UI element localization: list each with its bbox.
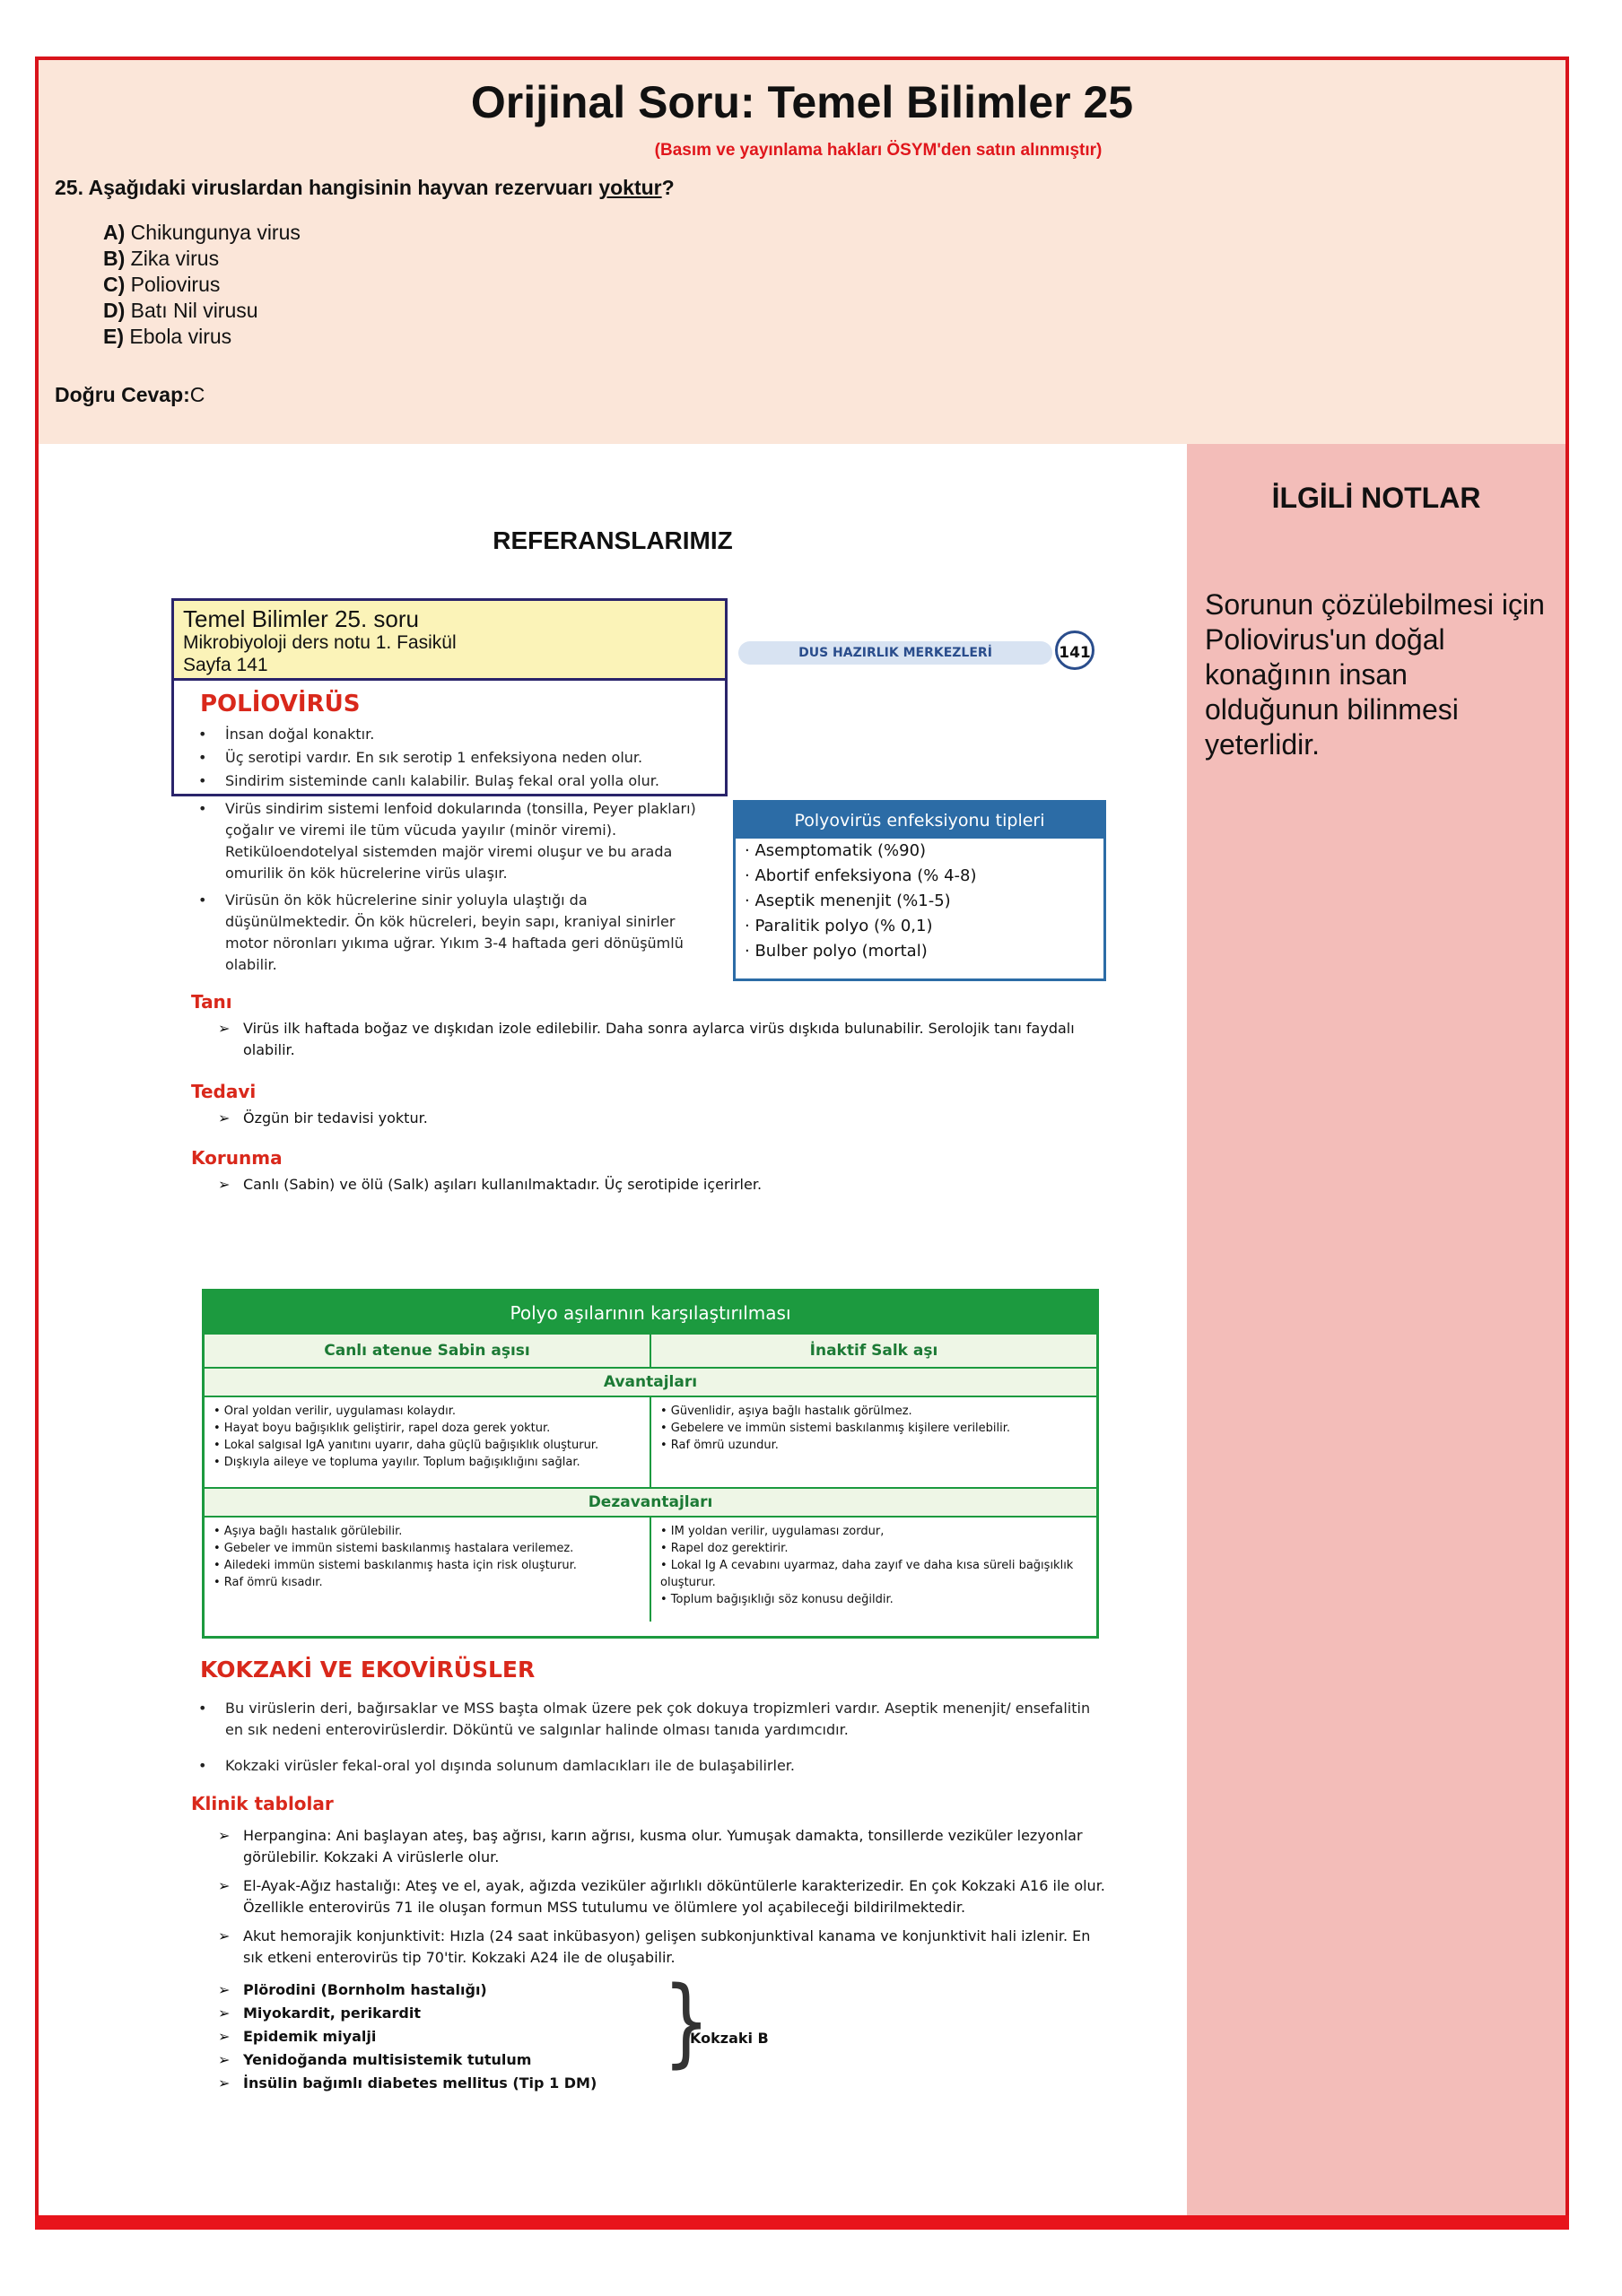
kokzaki-heading: KOKZAKİ VE EKOVİRÜSLER xyxy=(200,1657,536,1683)
tedavi-heading: Tedavi xyxy=(191,1081,257,1102)
source-box: Temel Bilimler 25. soru Mikrobiyoloji ders notu 1. Fasikül Sayfa 141 xyxy=(171,598,728,681)
correct-answer: Doğru Cevap:C xyxy=(55,383,205,406)
disadvantages-label: Dezavantajları xyxy=(205,1489,1096,1518)
polio-bullet: • İnsan doğal konaktır. xyxy=(198,726,375,743)
notes-text: Sorunun çözülebilmesi için Poliovirus'un doğal konağının insan olduğunun bilinmesi yeterlidir. xyxy=(1205,588,1545,761)
klinik-item: ➢ Akut hemorajik konjunktivit: Hızla (24 saat inkübasyon) gelişen subkonjunktival kanama ve konjunktivit hali izlenir. En sık etkeni enterovirüs tip 70'tir. Kokzaki A24 ile de oluşabilir. xyxy=(218,1927,1091,1966)
polio-type-item: · Asemptomatik (%90) xyxy=(745,841,927,860)
kokzaki-b-label: Kokzaki B xyxy=(690,2030,769,2047)
advantages-label: Avantajları xyxy=(205,1369,1096,1397)
polio-types-box xyxy=(733,800,1106,981)
polio-type-item: · Bulber polyo (mortal) xyxy=(745,942,928,961)
vaccine-table-title: Polyo aşılarının karşılaştırılması xyxy=(205,1292,1096,1335)
options-list xyxy=(103,220,301,350)
kokzaki-bullet: • Kokzaki virüsler fekal-oral yol dışında solunum damlacıkları ile de bulaşabilirler. xyxy=(198,1757,795,1774)
disadvantages-row xyxy=(205,1518,1096,1622)
poliovirus-heading: POLİOVİRÜS xyxy=(200,691,361,718)
salk-advantages: • Güvenlidir, aşıya bağlı hastalık görülmez. • Gebelere ve immün sistemi baskılanmış kişilere verilebilir. • Raf ömrü uzundur. xyxy=(660,1405,1011,1452)
tedavi-text: ➢ Özgün bir tedavisi yoktur. xyxy=(218,1109,428,1126)
vaccine-table-columns xyxy=(205,1335,1096,1369)
korunma-text: ➢ Canlı (Sabin) ve ölü (Salk) aşıları kullanılmaktadır. Üç serotipide içerirler. xyxy=(218,1176,763,1193)
kokzaki-b-item: ➢ İnsülin bağımlı diabetes mellitus (Tip 1 DM) xyxy=(218,2074,597,2092)
option-e: E) Ebola virus xyxy=(103,325,232,348)
advantages-row xyxy=(205,1397,1096,1489)
polio-bullet: • Virüsün ön kök hücrelerine sinir yoluyla ulaştığı da düşünülmektedir. Ön kök hücreleri, beyin sapı, kraniyal sinirler motor nöronları yıkıma uğrar. Yıkım 3-4 haftada geri dönüşümlü olabilir. xyxy=(198,891,684,973)
polio-type-item: · Paralitik polyo (% 0,1) xyxy=(745,917,933,935)
option-d: D) Batı Nil virusu xyxy=(103,299,258,322)
sabin-advantages: • Oral yoldan verilir, uygulaması kolaydır. • Hayat boyu bağışıklık geliştirir, rapel doza gerek yoktur. • Lokal salgısal IgA yanıtını uyarır, daha güçlü bağışıklık oluşturur. • Dışkıyla aileye ve topluma yayılır. Toplum bağışıklığını sağlar. xyxy=(205,1397,651,1487)
tani-heading: Tanı xyxy=(191,991,232,1013)
column-salk: İnaktif Salk aşı xyxy=(809,1342,938,1360)
tani-text: ➢ Virüs ilk haftada boğaz ve dışkıdan izole edilebilir. Daha sonra aylarca virüs dışkıda bulunabilir. Serolojik tanı faydalı olabilir. xyxy=(218,1020,1075,1058)
reference-page xyxy=(164,598,1105,2123)
salk-disadvantages: • IM yoldan verilir, uygulaması zordur, • Rapel doz gerektirir. • Lokal Ig A cevabını uyarmaz, daha zayıf ve daha kısa süreli bağışıklık oluşturur. • Toplum bağışıklığı söz konusu değildir. xyxy=(660,1525,1074,1606)
korunma-heading: Korunma xyxy=(191,1147,283,1169)
copyright-note: (Basım ve yayınlama hakları ÖSYM'den satın alınmıştır) xyxy=(654,141,1103,160)
klinik-heading: Klinik tablolar xyxy=(191,1793,334,1814)
page-title: Orijinal Soru: Temel Bilimler 25 xyxy=(470,77,1134,127)
klinik-item: ➢ El-Ayak-Ağız hastalığı: Ateş ve el, ayak, ağızda veziküler ağırlıklı döküntülerle karakterizedir. En çok Kokzaki A16 ile olur. Özellikle enterovirüs 71 ile oluşan formun MSS tutulumu ve ölümlere yol açabileceği bildirilmektedir. xyxy=(218,1877,1105,1916)
column-sabin: Canlı atenue Sabin aşısı xyxy=(205,1335,651,1367)
klinik-item: ➢ Herpangina: Ani başlayan ateş, baş ağrısı, karın ağrısı, kusma olur. Yumuşak damakta, tonsillerde veziküler lezyonlar görülebilir. Kokzaki A virüslerle olur. xyxy=(218,1827,1083,1866)
dus-banner: DUS HAZIRLIK MERKEZLERİ xyxy=(738,641,1052,665)
option-b: B) Zika virus xyxy=(103,247,220,270)
notes-title: İLGİLİ NOTLAR xyxy=(1271,482,1481,514)
polio-bullet: • Sindirim sisteminde canlı kalabilir. Bulaş fekal oral yolla olur. xyxy=(198,772,659,789)
question-text: 25. Aşağıdaki viruslardan hangisinin hayvan rezervuarı yoktur? xyxy=(55,176,675,199)
brace-icon: } xyxy=(663,1967,711,2079)
kokzaki-b-item: ➢ Plörodini (Bornholm hastalığı) xyxy=(218,1981,487,1998)
option-a: A) Chikungunya virus xyxy=(103,221,301,244)
polio-bullet: • Virüs sindirim sistemi lenfoid dokularında (tonsilla, Peyer plakları) çoğalır ve viremi ile tüm vücuda yayılır (minör viremi). Retiküloendotelyal sistemden majör viremi oluşur ve bu arada omurilik ön kök hücrelerine virüs ulaşır. xyxy=(198,800,696,882)
question-header xyxy=(39,60,1565,444)
vaccine-comparison-table xyxy=(202,1289,1099,1639)
polio-bullet: • Üç serotipi vardır. En sık serotip 1 enfeksiyona neden olur. xyxy=(198,749,643,766)
references-title: REFERANSLARIMIZ xyxy=(493,526,733,554)
kokzaki-b-item: ➢ Yenidoğanda multisistemik tutulum xyxy=(218,2051,532,2068)
kokzaki-bullet: • Bu virüslerin deri, bağırsaklar ve MSS başta olmak üzere pek çok dokuya tropizmleri vardır. Aseptik menenjit/ ensefalitin en sık nedeni enterovirüslerdir. Döküntü ve salgınlar halinde olması tanıda yardımcıdır. xyxy=(198,1700,1091,1738)
notes-panel xyxy=(1187,444,1565,2227)
polio-type-item: · Abortif enfeksiyona (% 4-8) xyxy=(745,866,977,885)
page-frame xyxy=(35,57,1569,2227)
kokzaki-b-item: ➢ Miyokardit, perikardit xyxy=(218,2005,421,2022)
sabin-disadvantages: • Aşıya bağlı hastalık görülebilir. • Gebeler ve immün sistemi baskılanmış hastalara verilemez. • Ailedeki immün sistemi baskılanmış hasta için risk oluşturur. • Raf ömrü kısadır. xyxy=(205,1518,651,1622)
polio-type-item: · Aseptik menenjit (%1-5) xyxy=(745,891,951,910)
polio-types-title: Polyovirüs enfeksiyonu tipleri xyxy=(736,803,1103,839)
kokzaki-b-item: ➢ Epidemik miyalji xyxy=(218,2028,377,2045)
option-c: C) Poliovirus xyxy=(103,273,221,296)
bottom-bar xyxy=(35,2215,1569,2230)
page-number-badge: 141 xyxy=(1055,631,1094,670)
